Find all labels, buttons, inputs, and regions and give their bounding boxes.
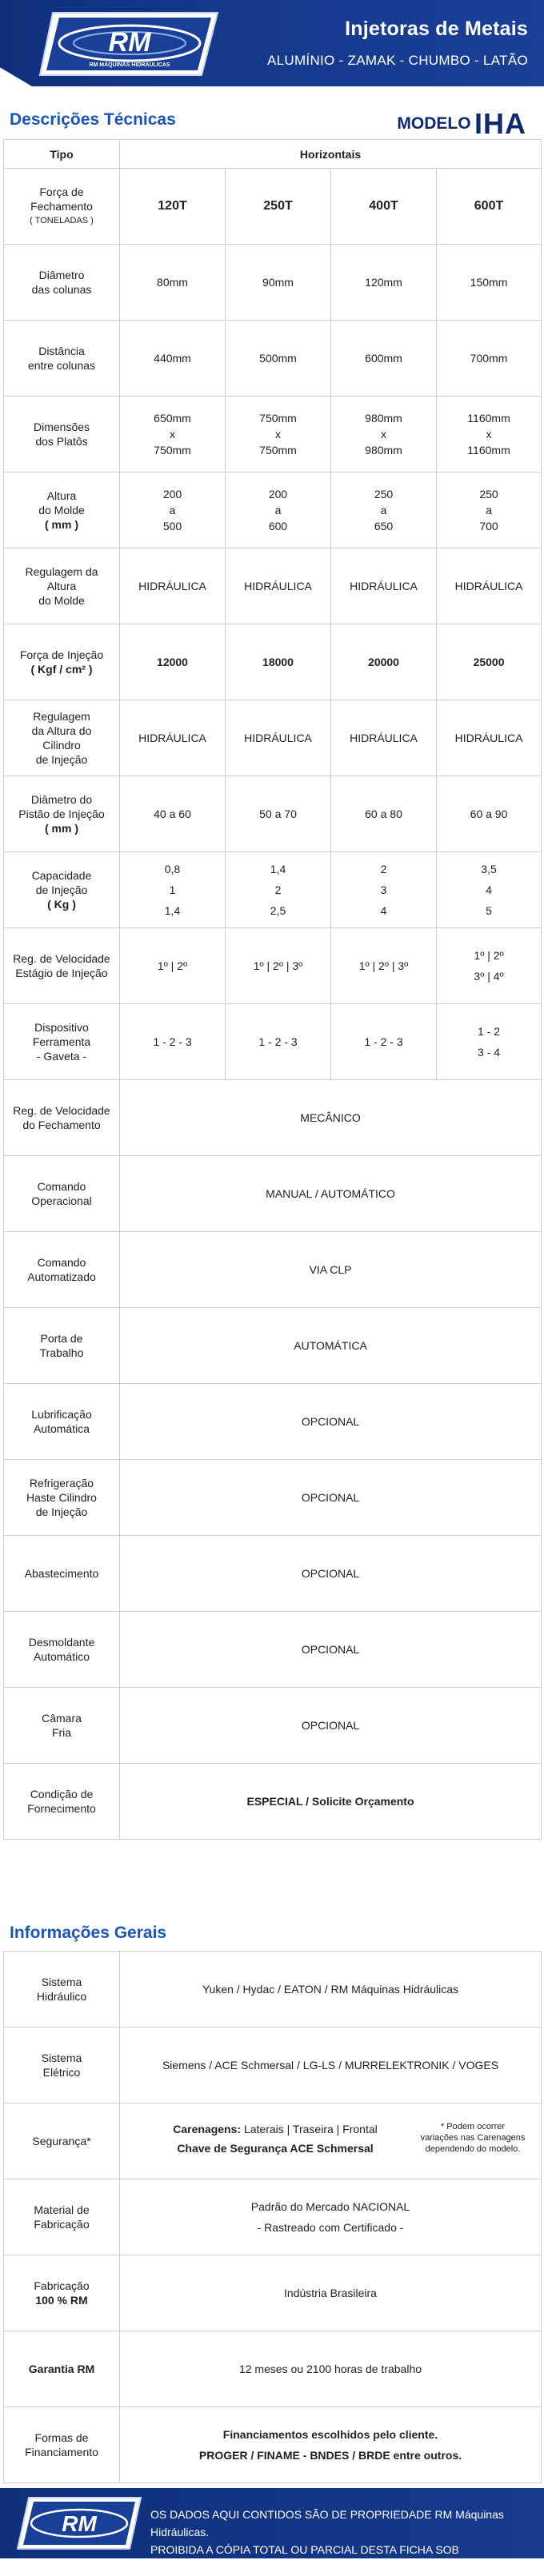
cell: Siemens / ACE Schmersal / LG-LS / MURRELEKTRONIK / VOGES: [120, 2028, 542, 2103]
header: [0, 0, 544, 86]
svg-text:RM: RM: [108, 27, 151, 58]
cell: OPCIONAL: [120, 1460, 542, 1536]
cell: 250T: [226, 169, 331, 245]
table-row-regulagem-cilindro: [4, 700, 542, 776]
footer-disclaimer: OS DADOS AQUI CONTIDOS SÃO DE PROPRIEDADE RM Máquinas Hidráulicas. PROIBIDA A CÓPIA TOTAL OU PARCIAL DESTA FICHA SOB PENALIDADES DA LEI.: [150, 2508, 504, 2574]
cell: 1,4 2 2,5: [226, 852, 331, 928]
row-label: Diâmetro das colunas: [4, 245, 120, 321]
footer-rm-logo: [16, 2491, 144, 2555]
cell: 120mm: [331, 245, 437, 321]
table-row-garantia: [4, 2331, 542, 2407]
cell: HIDRÁULICA: [120, 548, 226, 624]
cell: MECÂNICO: [120, 1080, 542, 1156]
cell: OPCIONAL: [120, 1612, 542, 1688]
table-row-desmoldante: [4, 1612, 542, 1688]
cell: 1º | 2º | 3º: [331, 928, 437, 1004]
table-row-altura-molde: [4, 473, 542, 548]
table-row-sistema-hidraulico: [4, 1952, 542, 2028]
row-label: Dispositivo Ferramenta - Gaveta -: [4, 1004, 120, 1080]
table-row-fabricacao: [4, 2255, 542, 2331]
table-row-porta-trabalho: [4, 1308, 542, 1384]
cell: 600T: [437, 169, 542, 245]
cell: 60 a 80: [331, 776, 437, 852]
table-row-velocidade-fechamento: [4, 1080, 542, 1156]
table-row-forca-injecao: [4, 624, 542, 700]
row-label: Abastecimento: [4, 1536, 120, 1612]
cell: 700mm: [437, 321, 542, 397]
cell: HIDRÁULICA: [331, 700, 437, 776]
model-badge: [397, 107, 526, 141]
model-value: IHA: [474, 107, 526, 140]
cell: 200 a 600: [226, 473, 331, 548]
table-row-diametro-pistao: [4, 776, 542, 852]
cell: HIDRÁULICA: [437, 548, 542, 624]
specs-table: [3, 139, 542, 1840]
row-label: Comando Automatizado: [4, 1232, 120, 1308]
row-label: Força de Injeção ( Kgf / cm² ): [4, 624, 120, 700]
cell: 120T: [120, 169, 226, 245]
cell: 50 a 70: [226, 776, 331, 852]
table-row-comando-operacional: [4, 1156, 542, 1232]
cell: 1 - 2 - 3: [226, 1004, 331, 1080]
cell: 40 a 60: [120, 776, 226, 852]
cell: 1º | 2º: [120, 928, 226, 1004]
cell: 440mm: [120, 321, 226, 397]
cell: 400T: [331, 169, 437, 245]
cell: 80mm: [120, 245, 226, 321]
cell: Padrão do Mercado NACIONAL - Rastreado com Certificado -: [120, 2179, 542, 2255]
cell: HIDRÁULICA: [226, 700, 331, 776]
cell: 25000: [437, 624, 542, 700]
footer: [0, 2488, 544, 2574]
rm-logo-icon: [37, 6, 222, 82]
cell: 1160mm x 1160mm: [437, 397, 542, 473]
cell: 18000: [226, 624, 331, 700]
cell: OPCIONAL: [120, 1384, 542, 1460]
table-row-sistema-eletrico: [4, 2028, 542, 2103]
table-row-capacidade-injecao: [4, 852, 542, 928]
footer-rm-logo-icon: [16, 2491, 144, 2555]
row-label: Sistema Hidráulico: [4, 1952, 120, 2028]
row-label: Reg. de Velocidade Estágio de Injeção: [4, 928, 120, 1004]
specs-section-title: Descrições Técnicas: [10, 110, 176, 129]
cell: Financiamentos escolhidos pelo cliente. PROGER / FINAME - BNDES / BRDE entre outros.: [120, 2407, 542, 2483]
table-row-camara-fria: [4, 1688, 542, 1764]
cell: AUTOMÁTICA: [120, 1308, 542, 1384]
general-section-title: Informações Gerais: [10, 1924, 167, 1942]
cell: 1 - 2 - 3: [120, 1004, 226, 1080]
cell: ESPECIAL / Solicite Orçamento: [120, 1764, 542, 1840]
row-label: Regulagem da Altura do Molde: [4, 548, 120, 624]
row-label: Refrigeração Haste Cilindro de Injeção: [4, 1460, 120, 1536]
cell: HIDRÁULICA: [437, 700, 542, 776]
tipo-value: Horizontais: [120, 140, 542, 169]
cell: 200 a 500: [120, 473, 226, 548]
cell: 3,5 4 5: [437, 852, 542, 928]
row-label: Desmoldante Automático: [4, 1612, 120, 1688]
cell: 2 3 4: [331, 852, 437, 928]
table-row-condicao-fornecimento: [4, 1764, 542, 1840]
cell: 750mm x 750mm: [226, 397, 331, 473]
cell: 250 a 650: [331, 473, 437, 548]
rm-logo: [37, 6, 222, 82]
cell: 250 a 700: [437, 473, 542, 548]
table-row-distancia-colunas: [4, 321, 542, 397]
row-label: Câmara Fria: [4, 1688, 120, 1764]
table-row-formas-financiamento: [4, 2407, 542, 2483]
row-label: Dimensões dos Platôs: [4, 397, 120, 473]
cell: Carenagens: Laterais | Traseira | Frontal Chave de Segurança ACE Schmersal * Podem ocorrer variações nas Carenagens dependendo do modelo.: [120, 2103, 542, 2179]
table-row-regulagem-altura: [4, 548, 542, 624]
table-row-material-fabricacao: [4, 2179, 542, 2255]
cell: 500mm: [226, 321, 331, 397]
table-row-dimensoes-platos: [4, 397, 542, 473]
model-label: MODELO: [397, 114, 471, 133]
cell: Yuken / Hydac / EATON / RM Máquinas Hidráulicas: [120, 1952, 542, 2028]
row-label: Formas de Financiamento: [4, 2407, 120, 2483]
cell: 90mm: [226, 245, 331, 321]
cell: HIDRÁULICA: [331, 548, 437, 624]
cell: 20000: [331, 624, 437, 700]
cell: HIDRÁULICA: [120, 700, 226, 776]
cell: 650mm x 750mm: [120, 397, 226, 473]
cell: 12 meses ou 2100 horas de trabalho: [120, 2331, 542, 2407]
table-row-diametro-colunas: [4, 245, 542, 321]
cell: OPCIONAL: [120, 1536, 542, 1612]
row-label: Garantia RM: [4, 2331, 120, 2407]
row-label: Comando Operacional: [4, 1156, 120, 1232]
cell: 60 a 90: [437, 776, 542, 852]
cell: HIDRÁULICA: [226, 548, 331, 624]
table-row-abastecimento: [4, 1536, 542, 1612]
cell: OPCIONAL: [120, 1688, 542, 1764]
cell: 150mm: [437, 245, 542, 321]
row-label: Altura do Molde ( mm ): [4, 473, 120, 548]
svg-text:RM: RM: [62, 2511, 97, 2536]
row-label: Distância entre colunas: [4, 321, 120, 397]
cell: 1 - 2 3 - 4: [437, 1004, 542, 1080]
table-row-refrigeracao: [4, 1460, 542, 1536]
table-row-lubrificacao: [4, 1384, 542, 1460]
row-label: Fabricação 100 % RM: [4, 2255, 120, 2331]
header-subtitle: ALUMÍNIO - ZAMAK - CHUMBO - LATÃO: [267, 53, 528, 68]
table-row-gaveta: [4, 1004, 542, 1080]
header-title: Injetoras de Metais: [345, 18, 528, 40]
row-label: Material de Fabricação: [4, 2179, 120, 2255]
row-label: Reg. de Velocidade do Fechamento: [4, 1080, 120, 1156]
cell: 1º | 2º 3º | 4º: [437, 928, 542, 1004]
cell: MANUAL / AUTOMÁTICO: [120, 1156, 542, 1232]
general-table: [3, 1951, 542, 2483]
cell: Indústria Brasileira: [120, 2255, 542, 2331]
cell: 980mm x 980mm: [331, 397, 437, 473]
row-label: Força de Fechamento ( TONELADAS ): [4, 169, 120, 245]
row-label: Sistema Elétrico: [4, 2028, 120, 2103]
row-label: Lubrificação Automática: [4, 1384, 120, 1460]
svg-text:RM MÁQUINAS HIDRÁULICAS: RM MÁQUINAS HIDRÁULICAS: [89, 62, 170, 68]
table-row-tipo: [4, 140, 542, 169]
row-label: Porta de Trabalho: [4, 1308, 120, 1384]
table-row-forca-fechamento: [4, 169, 542, 245]
table-row-comando-automatizado: [4, 1232, 542, 1308]
row-label: Segurança*: [4, 2103, 120, 2179]
cell: 600mm: [331, 321, 437, 397]
cell: 1º | 2º | 3º: [226, 928, 331, 1004]
row-label: Condição de Fornecimento: [4, 1764, 120, 1840]
row-label: Regulagem da Altura do Cilindro de Injeção: [4, 700, 120, 776]
table-row-velocidade-injecao: [4, 928, 542, 1004]
row-label: Diâmetro do Pistão de Injeção ( mm ): [4, 776, 120, 852]
cell: VIA CLP: [120, 1232, 542, 1308]
table-row-seguranca: [4, 2103, 542, 2179]
row-label: Capacidade de Injeção ( Kg ): [4, 852, 120, 928]
cell: 1 - 2 - 3: [331, 1004, 437, 1080]
row-label: Tipo: [4, 140, 120, 169]
cell: 0,8 1 1,4: [120, 852, 226, 928]
cell: 12000: [120, 624, 226, 700]
